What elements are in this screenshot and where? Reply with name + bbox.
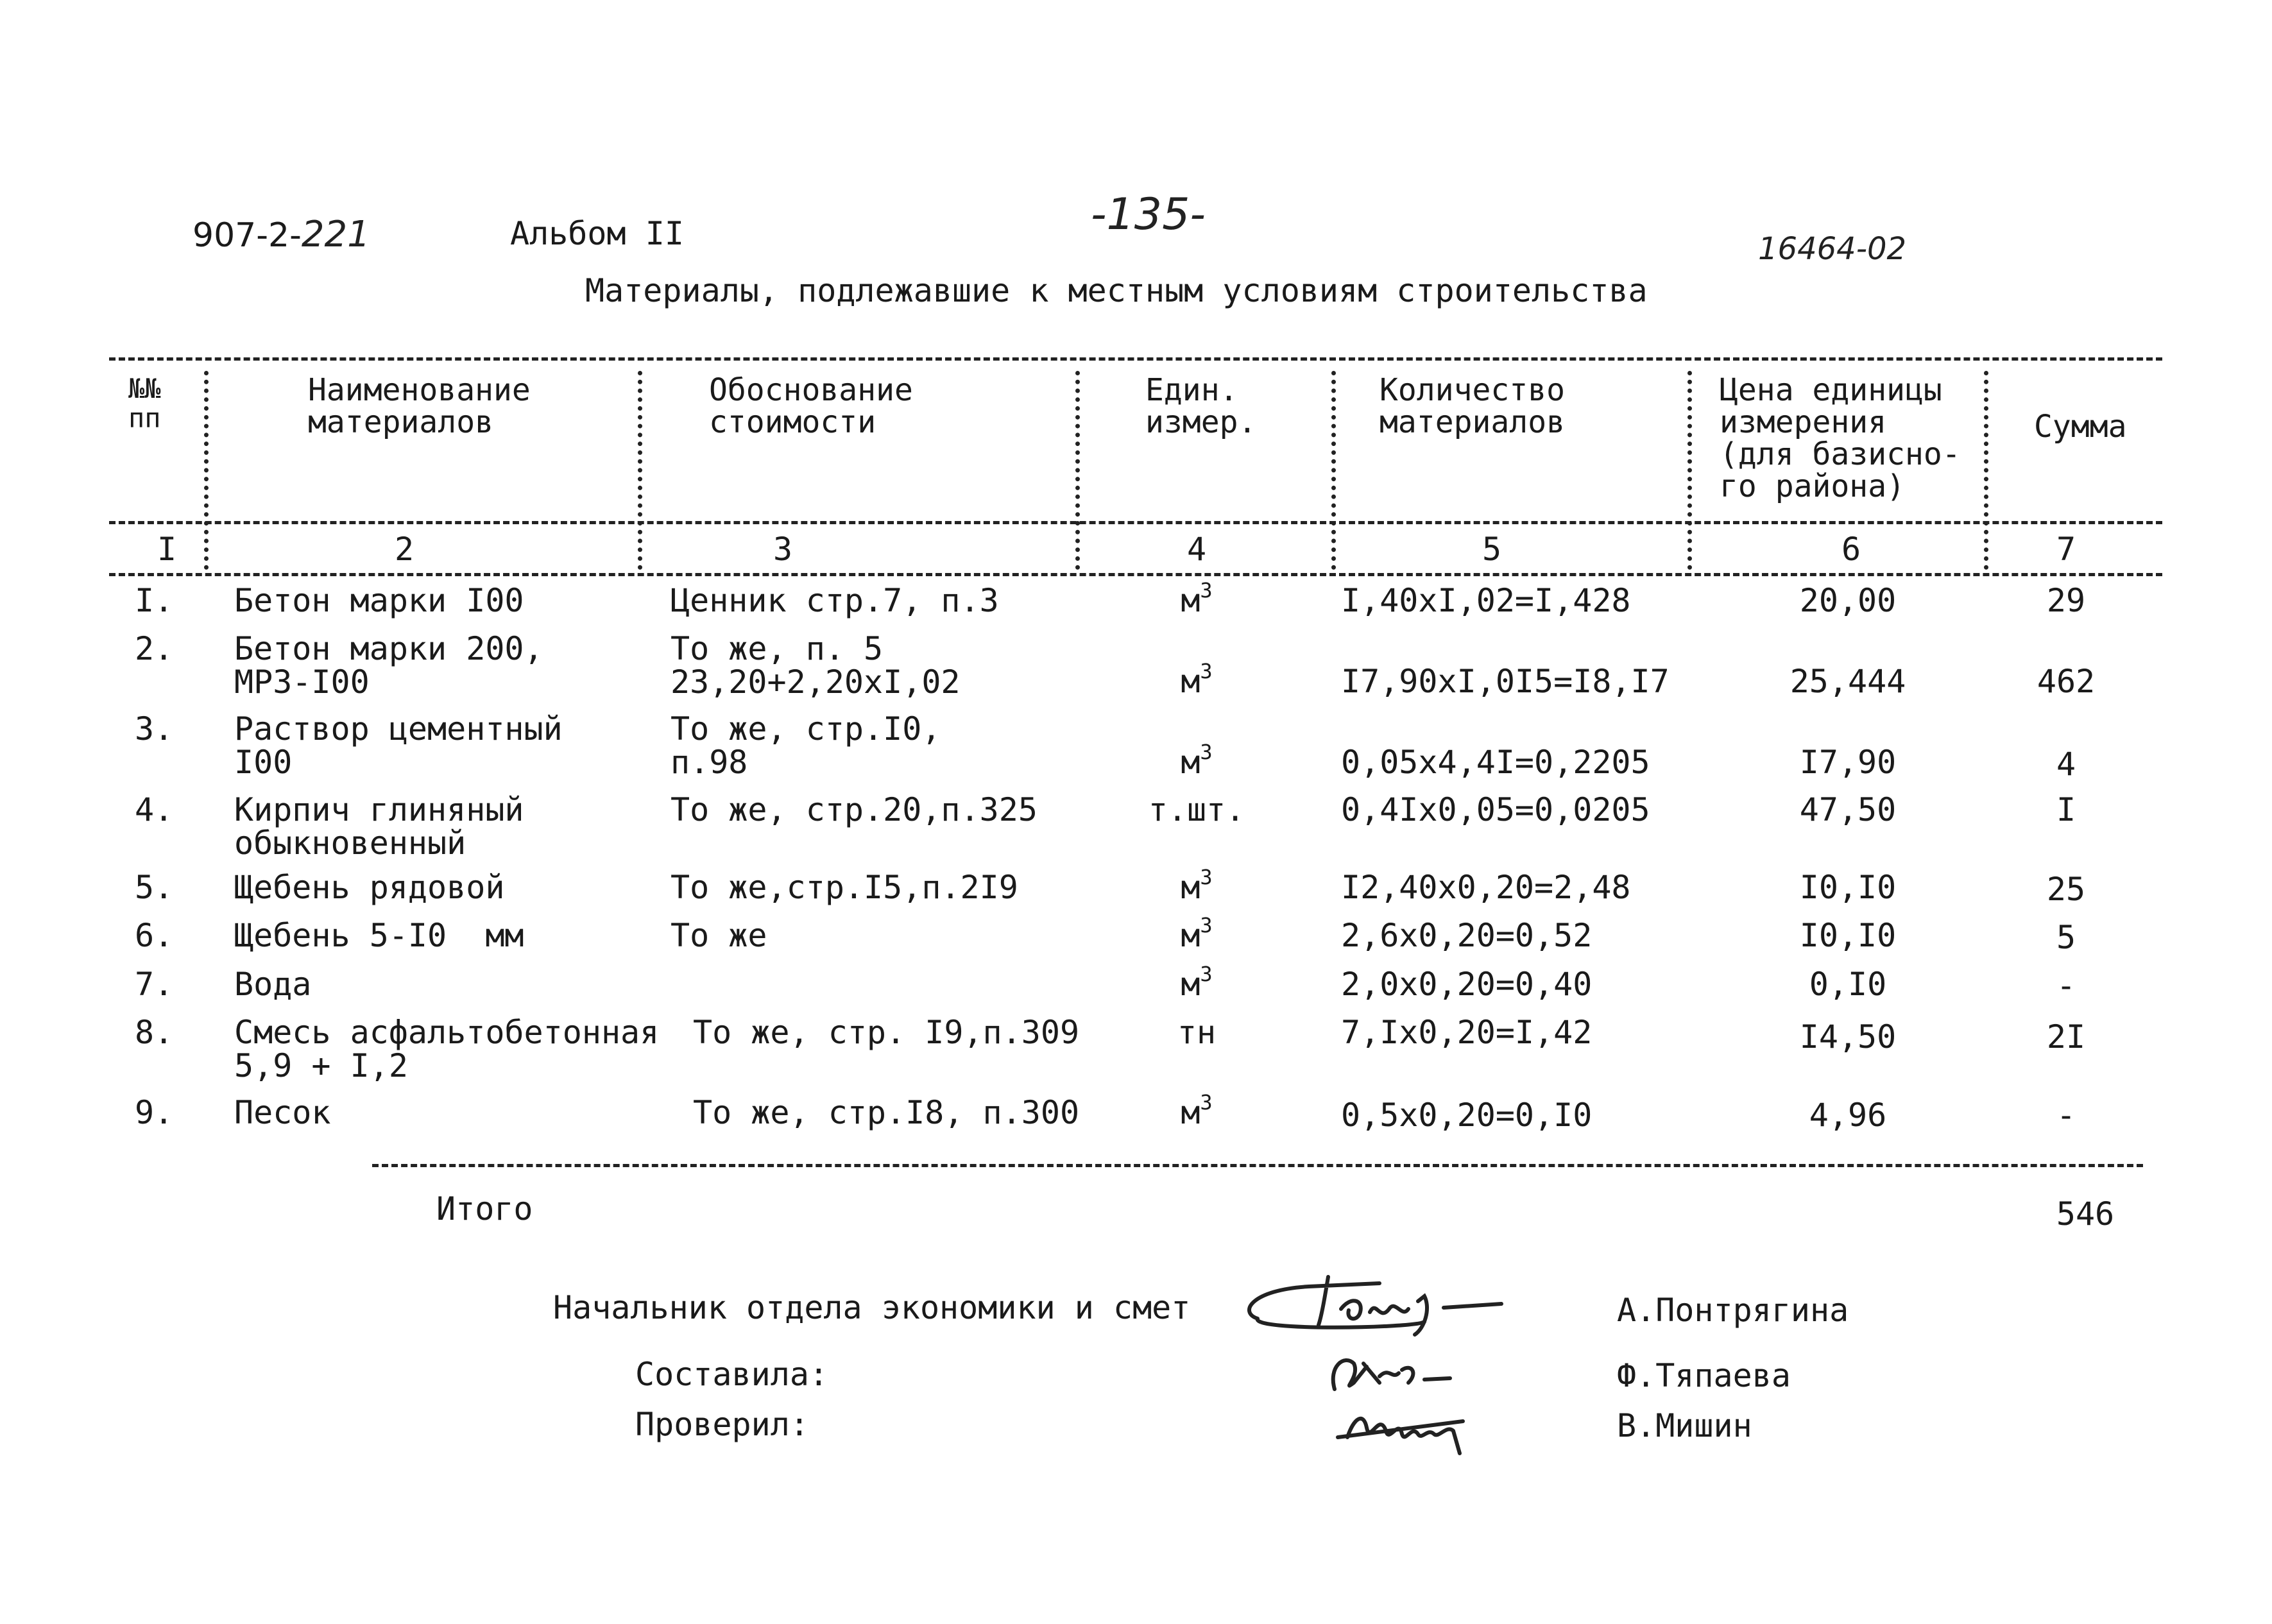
- signature-role-checked: Проверил:: [635, 1406, 809, 1443]
- signature-compiled: [1333, 1360, 1450, 1389]
- row-3-number: 3.: [135, 710, 174, 748]
- signature-role-compiled: Составила:: [635, 1356, 829, 1393]
- row-9-unit-text: м: [1181, 1094, 1200, 1131]
- document-code-printed: 907-2-: [192, 216, 302, 255]
- row-4-price: 47,50: [1799, 791, 1897, 828]
- row-4-basis: То же, стр.20,п.325: [670, 791, 1038, 828]
- archive-number: 16464-02: [1758, 231, 1907, 267]
- row-5-sum: 25: [2046, 871, 2086, 908]
- header-col-sum: Сумма: [2034, 409, 2127, 445]
- document-code: [192, 214, 370, 255]
- row-2-number: 2.: [135, 630, 174, 667]
- row-3-unit-text: м: [1181, 744, 1200, 781]
- column-number-5: 5: [1482, 531, 1502, 568]
- row-4-quantity: 0,4Ix0,05=0,0205: [1341, 791, 1650, 828]
- row-6-quantity: 2,6x0,20=0,52: [1341, 917, 1593, 954]
- row-7-unit: [1123, 962, 1270, 1003]
- row-4-unit-text: т.шт.: [1148, 791, 1245, 828]
- row-6-number: 6.: [135, 917, 174, 954]
- row-9-number: 9.: [135, 1094, 174, 1131]
- header-col-quantity: Количество материалов: [1379, 372, 1565, 440]
- row-1-unit: [1123, 578, 1270, 619]
- row-9-unit: [1123, 1090, 1270, 1131]
- row-8-quantity: 7,Ix0,20=I,42: [1341, 1014, 1593, 1051]
- row-1-unit-text: м: [1181, 582, 1200, 619]
- row-6-name: Щебень 5-I0 мм: [234, 917, 524, 954]
- album-label: Альбом II: [510, 215, 684, 252]
- row-6-unit: [1123, 913, 1270, 954]
- header-col-basis: Обоснование стоимости: [709, 372, 913, 440]
- column-number-3: 3: [773, 531, 793, 568]
- column-number-4: 4: [1186, 531, 1207, 568]
- row-7-number: 7.: [135, 966, 174, 1003]
- document-code-handwritten: 221: [301, 214, 370, 255]
- signature-name-head: А.Понтрягина: [1617, 1292, 1849, 1329]
- column-separator-1: [204, 371, 209, 570]
- header-bottom-rule: [109, 521, 2162, 524]
- header-col-price: Цена единицы измерения (для базисно- го района): [1720, 372, 1961, 504]
- signature-head: [1249, 1277, 1501, 1335]
- row-7-unit-text: м: [1181, 966, 1200, 1003]
- row-5-unit-text: м: [1181, 869, 1200, 906]
- signature-name-compiled: Ф.Тяпаева: [1617, 1357, 1791, 1394]
- row-7-sum: -: [2056, 967, 2076, 1004]
- row-2-sum: 462: [2037, 663, 2096, 700]
- row-6-unit-text: м: [1181, 917, 1200, 954]
- row-7-name: Вода: [234, 966, 312, 1003]
- column-separator-6: [1984, 371, 1988, 570]
- column-separator-3: [1075, 371, 1080, 570]
- row-2-quantity: I7,90xI,0I5=I8,I7: [1341, 663, 1670, 700]
- row-6-unit-exponent: 3: [1200, 913, 1213, 937]
- row-1-unit-exponent: 3: [1200, 578, 1213, 603]
- header-col-number: №№ пп: [128, 373, 161, 434]
- row-2-unit-text: м: [1181, 663, 1200, 700]
- header-col-unit: Един. измер.: [1145, 372, 1257, 440]
- row-1-quantity: I,40xI,02=I,428: [1341, 582, 1631, 619]
- row-7-price: 0,I0: [1809, 966, 1887, 1003]
- column-number-6: 6: [1841, 531, 1861, 568]
- row-2-unit-exponent: 3: [1200, 659, 1213, 683]
- column-separator-4: [1331, 371, 1336, 570]
- row-1-name: Бетон марки I00: [234, 582, 524, 619]
- row-9-price: 4,96: [1809, 1097, 1887, 1134]
- signature-marks: [1232, 1251, 1681, 1469]
- page-number: -135-: [1091, 189, 1206, 240]
- row-3-unit-exponent: 3: [1200, 740, 1213, 764]
- row-9-name: Песок: [234, 1094, 331, 1131]
- row-3-unit: [1123, 740, 1270, 781]
- row-4-sum: I: [2056, 791, 2076, 828]
- row-1-sum: 29: [2046, 582, 2086, 619]
- row-6-price: I0,I0: [1799, 917, 1897, 954]
- column-number-2: 2: [394, 531, 414, 568]
- row-3-quantity: 0,05x4,4I=0,2205: [1341, 744, 1650, 781]
- column-number-7: 7: [2056, 531, 2076, 568]
- page-title: Материалы, подлежавшие к местным условиям строительства: [585, 272, 1648, 309]
- header-col-name: Наименование материалов: [308, 372, 531, 440]
- row-8-unit-text: тн: [1177, 1014, 1217, 1051]
- row-8-unit: [1123, 1016, 1270, 1049]
- signature-role-head: Начальник отдела экономики и смет: [553, 1289, 1191, 1326]
- row-4-unit: [1110, 793, 1283, 826]
- total-value: 546: [2056, 1195, 2115, 1233]
- row-5-number: 5.: [135, 869, 174, 906]
- table-top-rule: [109, 357, 2162, 361]
- row-2-unit: [1123, 659, 1270, 700]
- row-4-name: Кирпич глиняный обыкновенный: [234, 791, 524, 862]
- row-3-basis: То же, стр.I0, п.98: [670, 710, 941, 781]
- row-6-sum: 5: [2056, 919, 2076, 956]
- column-numbers-rule: [109, 573, 2162, 576]
- total-label: Итого: [436, 1190, 533, 1227]
- row-8-price: I4,50: [1799, 1018, 1897, 1056]
- row-1-number: I.: [135, 582, 174, 619]
- row-8-basis: То же, стр. I9,п.309: [693, 1014, 1080, 1051]
- row-8-sum: 2I: [2046, 1018, 2086, 1056]
- row-8-number: 8.: [135, 1014, 174, 1051]
- row-5-unit-exponent: 3: [1200, 865, 1213, 889]
- row-7-unit-exponent: 3: [1200, 962, 1213, 986]
- table-bottom-rule: [372, 1164, 2143, 1167]
- row-4-number: 4.: [135, 791, 174, 828]
- row-9-sum: -: [2056, 1097, 2076, 1134]
- row-7-quantity: 2,0x0,20=0,40: [1341, 966, 1593, 1003]
- row-5-unit: [1123, 865, 1270, 906]
- row-5-name: Щебень рядовой: [234, 869, 505, 906]
- row-2-price: 25,444: [1789, 663, 1906, 700]
- row-9-basis: То же, стр.I8, п.300: [693, 1094, 1080, 1131]
- row-8-name: Смесь асфальтобетонная 5,9 + I,2: [234, 1014, 660, 1084]
- row-3-sum: 4: [2056, 746, 2076, 783]
- column-number-1: I: [157, 531, 177, 568]
- row-5-price: I0,I0: [1799, 869, 1897, 906]
- signature-checked: [1338, 1419, 1463, 1453]
- column-separator-2: [638, 371, 642, 570]
- row-2-name: Бетон марки 200, МРЗ-I00: [234, 630, 543, 701]
- row-3-name: Раствор цементный I00: [234, 710, 563, 781]
- signature-name-checked: В.Мишин: [1617, 1407, 1752, 1444]
- row-9-quantity: 0,5x0,20=0,I0: [1341, 1097, 1593, 1134]
- row-1-basis: Ценник стр.7, п.3: [670, 582, 999, 619]
- row-5-quantity: I2,40x0,20=2,48: [1341, 869, 1631, 906]
- row-6-basis: То же: [670, 917, 767, 954]
- column-separator-5: [1687, 371, 1692, 570]
- row-5-basis: То же,стр.I5,п.2I9: [670, 869, 1018, 906]
- row-9-unit-exponent: 3: [1200, 1090, 1213, 1115]
- row-3-price: I7,90: [1799, 744, 1897, 781]
- row-1-price: 20,00: [1799, 582, 1897, 619]
- row-2-basis: То же, п. 5 23,20+2,20xI,02: [670, 630, 961, 701]
